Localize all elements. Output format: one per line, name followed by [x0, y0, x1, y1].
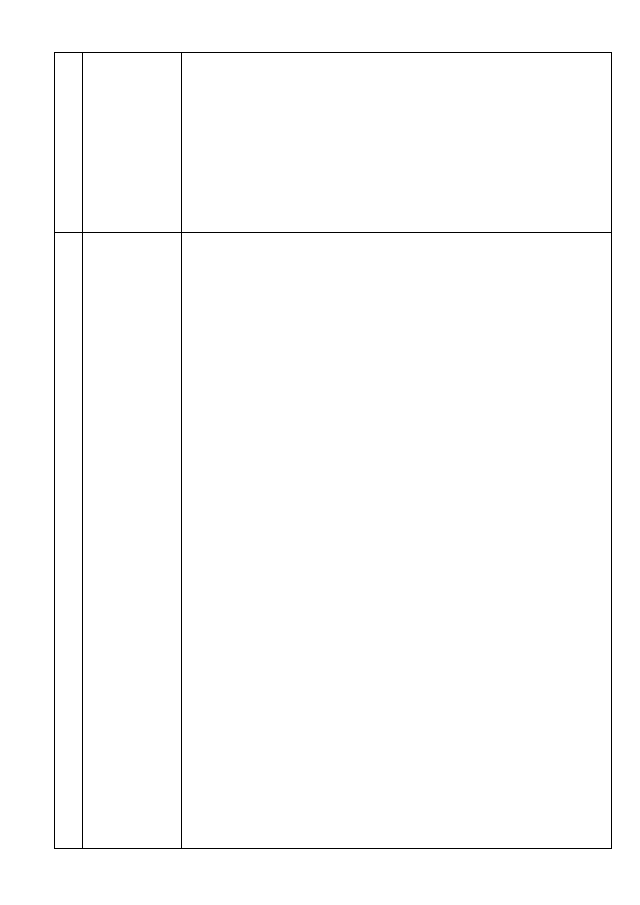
table-row-divider — [54, 232, 612, 233]
table-row-divider — [54, 52, 612, 53]
table-border-left — [54, 52, 55, 848]
table-column-divider — [181, 52, 182, 848]
table-border-right — [611, 52, 612, 848]
document-page — [54, 52, 611, 848]
row-content — [185, 235, 609, 248]
table-row-divider — [54, 848, 612, 849]
table-column-divider — [82, 52, 83, 848]
